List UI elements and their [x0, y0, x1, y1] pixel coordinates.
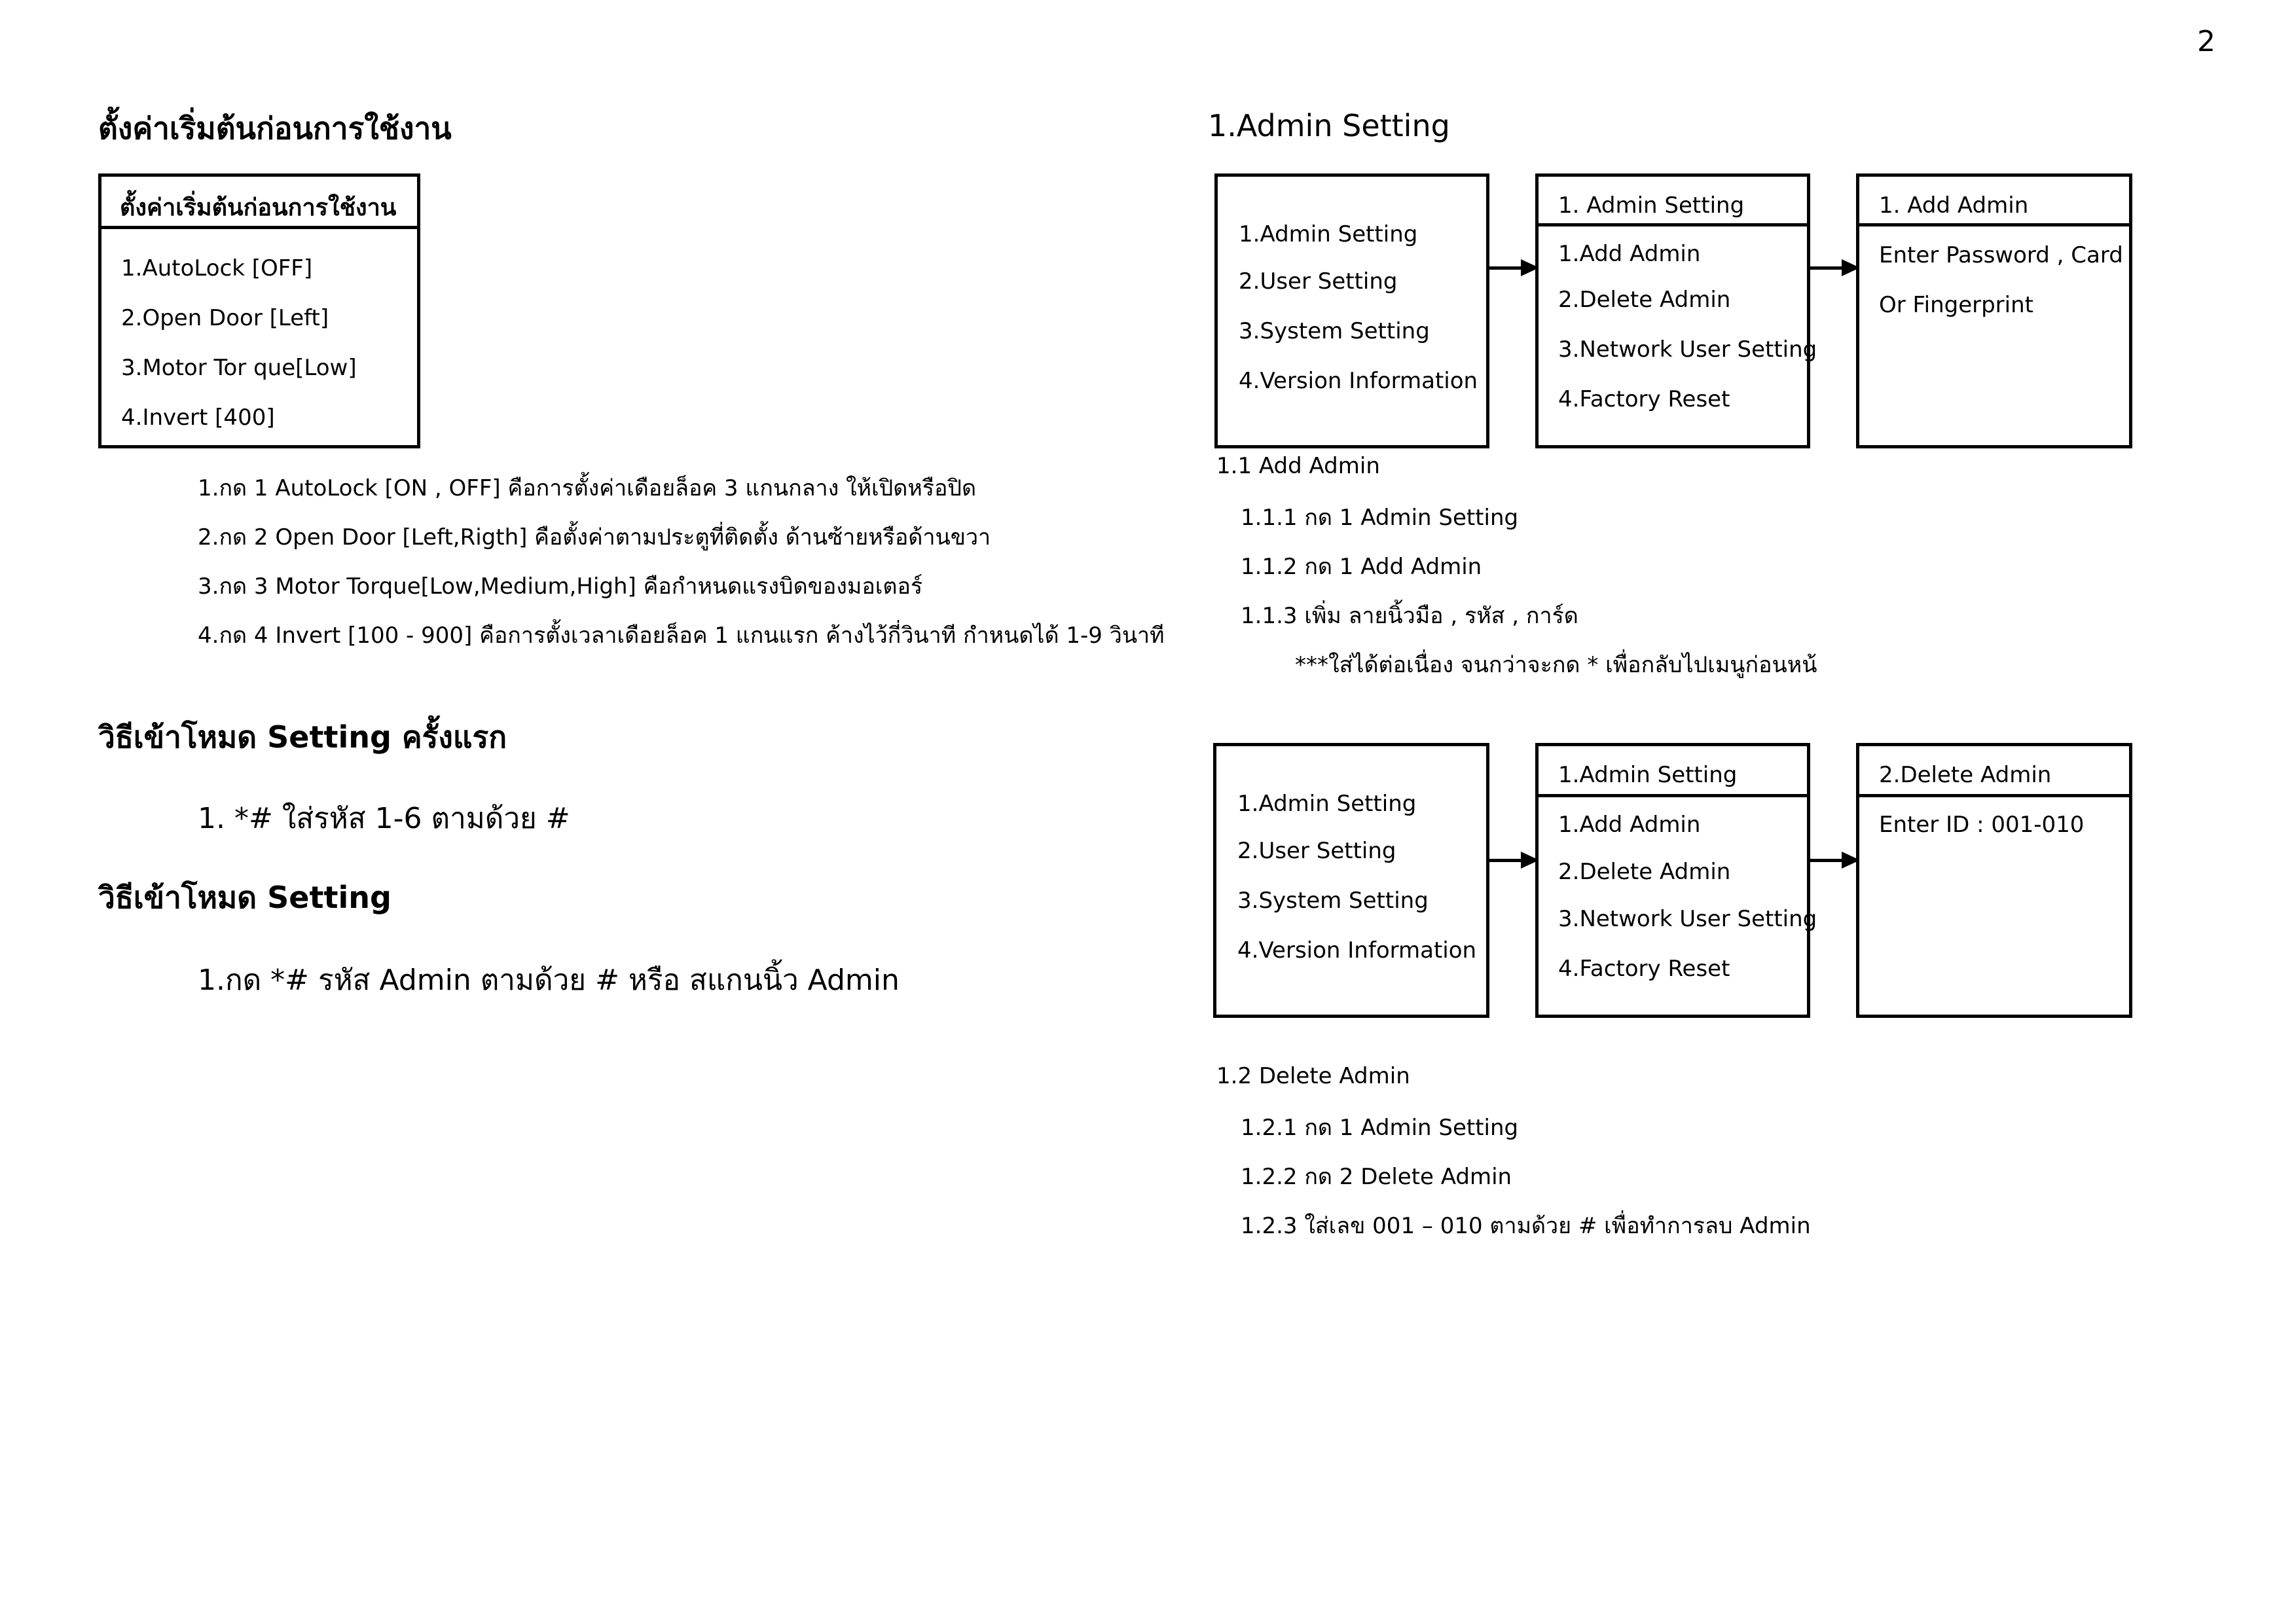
main-menu-item-user: 2.User Setting — [1237, 838, 1396, 864]
main-menu-box-2 — [1213, 743, 1489, 1018]
submenu-item-add-admin: 1.Add Admin — [1558, 241, 1701, 267]
admin-submenu-box-2 — [1535, 743, 1817, 1018]
delete-admin-prompt: Enter ID : 001-010 — [1879, 812, 2085, 838]
note-motor-torque: 3.กด 3 Motor Torque[Low,Medium,High] คือกำหนดแรงบิดของมอเตอร์ — [198, 573, 923, 600]
add-admin-prompt-line-2: Or Fingerprint — [1879, 292, 2033, 318]
submenu-item-add-admin: 1.Add Admin — [1558, 812, 1701, 838]
menu-item-open-door: 2.Open Door [Left] — [121, 305, 329, 331]
submenu-item-network-user: 3.Network User Setting — [1558, 336, 1817, 363]
setting-step: 1.กด *# รหัส Admin ตามด้วย # หรือ สแกนนิ้ว Admin — [198, 964, 900, 997]
main-menu-box-1 — [1214, 173, 1489, 448]
main-menu-item-system: 3.System Setting — [1237, 888, 1429, 914]
submenu-item-delete-admin: 2.Delete Admin — [1558, 287, 1731, 313]
admin-submenu-header: 1. Admin Setting — [1558, 192, 1745, 219]
admin-submenu-header: 1.Admin Setting — [1558, 762, 1738, 788]
submenu-item-factory-reset: 4.Factory Reset — [1558, 386, 1730, 412]
add-admin-header: 1. Add Admin — [1879, 192, 2029, 219]
submenu-item-factory-reset: 4.Factory Reset — [1558, 956, 1730, 982]
first-setting-title: วิธีเข้าโหมด Setting ครั้งแรก — [98, 719, 507, 755]
default-settings-box — [98, 173, 420, 448]
page-number: 2 — [2197, 25, 2215, 58]
section-1-1-step-3: 1.1.3 เพิ่ม ลายนิ้วมือ , รหัส , การ์ด — [1241, 603, 1578, 629]
section-1-2-step-2: 1.2.2 กด 2 Delete Admin — [1241, 1164, 1512, 1190]
first-setting-step: 1. *# ใส่รหัส 1-6 ตามด้วย # — [198, 802, 570, 835]
setting-title: วิธีเข้าโหมด Setting — [98, 880, 392, 915]
admin-submenu-box-1 — [1535, 173, 1817, 448]
note-autolock: 1.กด 1 AutoLock [ON , OFF] คือการตั้งค่าเดือยล็อค 3 แกนกลาง ให้เปิดหรือปิด — [198, 475, 977, 501]
menu-item-motor-torque: 3.Motor Tor que[Low] — [121, 355, 357, 381]
menu-item-invert: 4.Invert [400] — [121, 405, 275, 431]
section-1-1-note: ***ใส่ได้ต่อเนื่อง จนกว่าจะกด * เพื่อกลับไปเมนูก่อนหน้ — [1295, 652, 1817, 678]
admin-setting-title: 1.Admin Setting — [1208, 108, 1450, 143]
main-menu-item-user: 2.User Setting — [1239, 268, 1398, 295]
section-1-1-title: 1.1 Add Admin — [1216, 453, 1380, 479]
main-menu-item-admin: 1.Admin Setting — [1239, 221, 1418, 247]
section-1-1-step-2: 1.1.2 กด 1 Add Admin — [1241, 554, 1482, 580]
delete-admin-box — [1856, 743, 2132, 1018]
submenu-item-delete-admin: 2.Delete Admin — [1558, 859, 1731, 885]
main-menu-item-version: 4.Version Information — [1239, 368, 1478, 394]
section-1-1-step-1: 1.1.1 กด 1 Admin Setting — [1241, 505, 1519, 531]
main-menu-item-system: 3.System Setting — [1239, 318, 1430, 344]
main-menu-item-admin: 1.Admin Setting — [1237, 791, 1417, 817]
note-invert: 4.กด 4 Invert [100 - 900] คือการตั้งเวลาเดือยล็อค 1 แกนแรก ค้างไว้กี่วินาที กำหนดได้ 1-9 วินาที — [198, 623, 1165, 649]
page-title: ตั้งค่าเริ่มต้นก่อนการใช้งาน — [98, 111, 452, 146]
default-settings-box-header: ตั้งค่าเริ่มต้นก่อนการใช้งาน — [120, 194, 397, 221]
arrow-right-icon — [1810, 266, 1857, 270]
section-1-2-title: 1.2 Delete Admin — [1216, 1063, 1410, 1089]
submenu-item-network-user: 3.Network User Setting — [1558, 906, 1817, 932]
menu-item-autolock: 1.AutoLock [OFF] — [121, 255, 313, 281]
arrow-right-icon — [1810, 859, 1857, 862]
arrow-right-icon — [1489, 859, 1537, 862]
add-admin-prompt-line-1: Enter Password , Card — [1879, 242, 2123, 268]
note-open-door: 2.กด 2 Open Door [Left,Rigth] คือตั้งค่าตามประตูที่ติดตั้ง ด้านซ้ายหรือด้านขวา — [198, 524, 991, 550]
delete-admin-header: 2.Delete Admin — [1879, 762, 2052, 788]
add-admin-box — [1856, 173, 2132, 448]
section-1-2-step-3: 1.2.3 ใส่เลข 001 – 010 ตามด้วย # เพื่อทำการลบ Admin — [1241, 1213, 1811, 1239]
arrow-right-icon — [1489, 266, 1537, 270]
main-menu-item-version: 4.Version Information — [1237, 937, 1477, 964]
section-1-2-step-1: 1.2.1 กด 1 Admin Setting — [1241, 1115, 1519, 1141]
